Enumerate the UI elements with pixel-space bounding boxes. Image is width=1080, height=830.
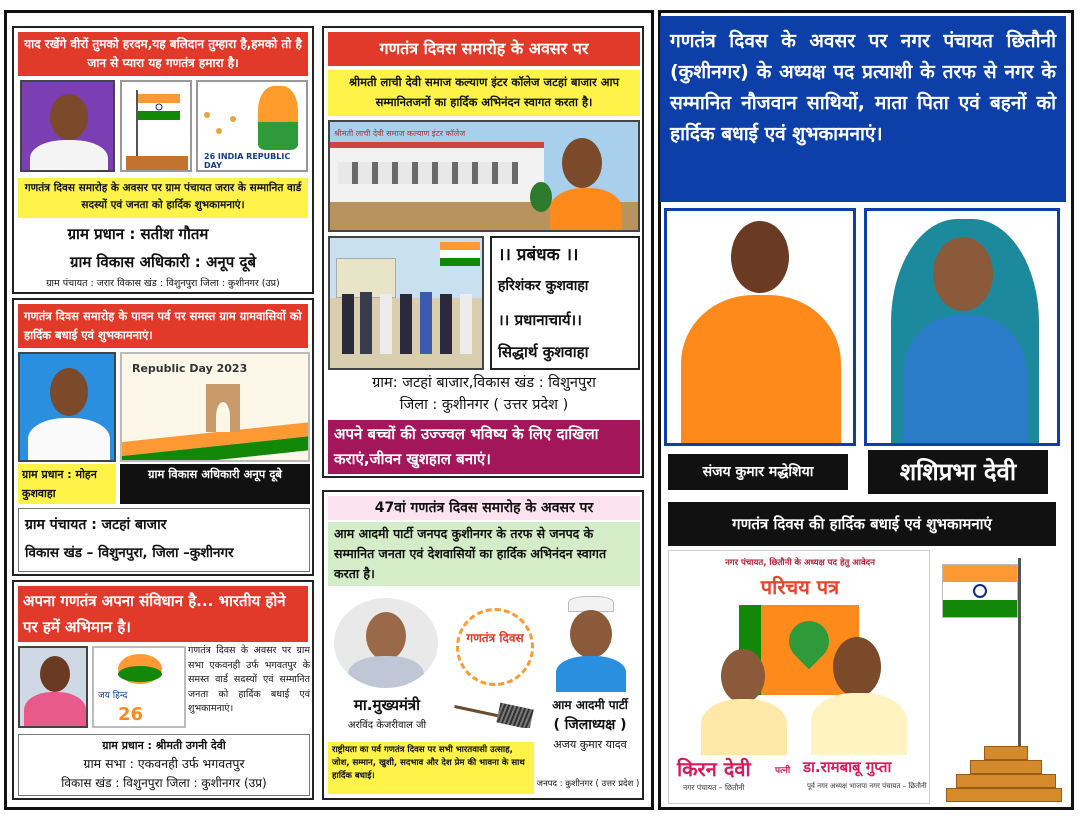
india-flag-icon <box>942 564 1018 618</box>
panel-header: याद रखेंगे वीरों तुमको हरदम,यह बलिदान तुम्हारा है,हमको तो है जान से प्यारा यह गणतंत्र हमारा है। <box>18 32 308 76</box>
panel-jatahan <box>12 298 314 576</box>
panel-jarar <box>12 26 314 294</box>
candidate-male-photo <box>664 208 856 446</box>
panel-header: 47वां गणतंत्र दिवस समारोह के अवसर पर <box>328 496 640 520</box>
college-building-photo <box>328 120 640 232</box>
staff-box <box>490 236 640 370</box>
address-line2: जिला : कुशीनगर ( उत्तर प्रदेश ) <box>399 397 569 413</box>
poster-name1: किरन देवी <box>677 757 751 781</box>
panel-aap <box>322 490 644 800</box>
panel-message: गणतंत्र दिवस के अवसर पर ग्राम सभा एकवनही उर्फ भगवतपुर के समस्त वार्ड सदस्यों एवं सम्मानित जनता को हार्दिक बधाई एवं शुभकामनाएं। <box>188 645 310 714</box>
candidate-poster <box>668 550 930 804</box>
republic-day-banner <box>120 352 310 462</box>
pradhan-photo <box>18 646 88 728</box>
address-line2: विकास खंड – विशुनपुरा, जिला –कुशीनगर <box>25 545 234 561</box>
address-box <box>18 508 310 572</box>
banner-title: Republic Day 2023 <box>132 362 248 375</box>
pradhan-name: ग्राम प्रधान : सतीश गौतम <box>67 225 209 243</box>
officer-label: ग्राम विकास अधिकारी अनूप दूबे <box>120 464 310 504</box>
cm-photo <box>334 598 438 688</box>
panel-message: गणतंत्र दिवस समारोह के अवसर पर ग्राम पंचायत जरार के सम्मानित वार्ड सदस्यों एवं जनता को हार्दिक शुभकामनाएं। <box>18 178 308 218</box>
panel-header: गणतंत्र दिवस समारोह के पावन पर्व पर समस्त ग्राम ग्रामवासियों को हार्दिक बधाई एवं शुभकामनाएं। <box>18 304 308 348</box>
nagar-panchayat-header: गणतंत्र दिवस के अवसर पर नगर पंचायत छितौनी (कुशीनगर) के अध्यक्ष पद प्रत्याशी के तरफ से नगर के सम्मानित नौजवान साथियों, माता पिता एवं बहनों को हार्दिक बधाई एवं शुभकामनाएं। <box>660 16 1066 202</box>
poster-sub2: पूर्व नगर अध्यक्ष भाजपा नगर पंचायत – छितौनी <box>807 782 927 790</box>
poster-sub1: नगर पंचायत – छितौनी <box>683 783 745 792</box>
republic-day-logo: 26 INDIA REPUBLIC DAY <box>204 152 291 170</box>
pradhan-photo <box>20 80 115 172</box>
gantantra-text: गणतंत्र दिवस <box>466 631 524 645</box>
poster-title: परिचय पत्र <box>760 575 840 599</box>
poster-top-text: नगर पंचायत, छितौनी के अध्यक्ष पद हेतु आवेदन <box>725 558 875 568</box>
manager-title: ।। प्रबंधक ।। <box>498 245 579 265</box>
district-president-photo <box>546 596 636 692</box>
poster-name2: डा.रामबाबू गुप्ता <box>803 758 892 776</box>
party-label: आम आदमी पार्टी <box>552 698 628 712</box>
candidate-female-name: शशिप्रभा देवी <box>868 450 1048 494</box>
jai-hind-logo: जय हिन्द 26 <box>92 646 186 728</box>
panel-subheader: श्रीमती लाची देवी समाज कल्याण इंटर कॉलेज जटहां बाजार आप सम्मानितजनों का हार्दिक अभिनंदन स्वागत करता है। <box>328 70 640 116</box>
students-parade-photo <box>328 236 484 370</box>
republic-day-art <box>196 80 308 172</box>
block-name: विकास खंड : विशुनपुरा जिला : कुशीनगर (उप्र) <box>61 776 267 790</box>
college-address <box>328 372 640 418</box>
district-name: अजय कुमार यादव <box>553 738 627 751</box>
sabha-name: ग्राम सभा : एकवनही उर्फ भगवतपुर <box>83 756 245 771</box>
address-line: ग्राम पंचायत : जरार विकास खंड : विशुनपुरा जिला : कुशीनगर (उप्र) <box>46 278 280 289</box>
panel-ekvanhi <box>12 580 314 800</box>
poster-wife: पत्नी <box>775 766 791 776</box>
panel-header: गणतंत्र दिवस समारोह के अवसर पर <box>328 32 640 66</box>
flag-pillar-image <box>120 80 192 172</box>
broom-icon <box>454 698 534 728</box>
greeting-banner: गणतंत्र दिवस की हार्दिक बधाई एवं शुभकामनाएं <box>668 502 1056 546</box>
pradhan-box <box>18 734 310 796</box>
pradhan-name: ग्राम प्रधान : श्रीमती उगनी देवी <box>102 739 226 752</box>
admission-banner: अपने बच्चों की उज्ज्वल भविष्य के लिए दाखिला कराएं,जीवन खुशहाल बनाएं। <box>328 420 640 474</box>
cm-title: मा.मुख्यमंत्री <box>353 696 421 714</box>
cm-name: अरविंद केजरीवाल जी <box>347 720 427 731</box>
address-line1: ग्राम: जटहां बाजार,विकास खंड : विशुनपुरा <box>372 375 596 391</box>
jai-hind-text: जय हिन्द <box>98 691 128 701</box>
college-sign: श्रीमती लाची देवी समाज कल्याण इंटर कॉलेज <box>334 129 466 138</box>
candidate-male-name: संजय कुमार मद्धेशिया <box>668 454 848 490</box>
officer-name: ग्राम विकास अधिकारी : अनूप दूबे <box>69 253 257 271</box>
panel-message: आम आदमी पार्टी जनपद कुशीनगर के तरफ से जनपद के सम्मानित जनता एवं देशवासियों का हार्दिक अभिनंदन स्वागत करता है। <box>328 522 640 586</box>
district-role: ( जिलाध्यक्ष ) <box>553 717 627 733</box>
footer-address: जनपद : कुशीनगर ( उत्तर प्रदेश ) <box>536 779 640 789</box>
pradhan-label: ग्राम प्रधान : मोहन कुशवाहा <box>18 464 116 504</box>
flag-monument-image <box>934 550 1064 804</box>
manager-name: हरिशंकर कुशवाहा <box>498 278 589 294</box>
footer-message: राष्ट्रीयता का पर्व गणतंत्र दिवस पर सभी भारतवासी उत्साह, जोश, सम्मान, खुशी, सदभाव और देश प्रेम की भावना के साथ हार्दिक बधाई। <box>328 742 534 794</box>
gantantra-logo <box>448 602 542 692</box>
candidate-female-photo <box>864 208 1060 446</box>
address-line1: ग्राम पंचायत : जटहां बाजार <box>25 517 167 533</box>
panel-header: अपना गणतंत्र अपना संविधान है... भारतीय होने पर हमें अभिमान है। <box>18 586 308 642</box>
pradhan-photo <box>18 352 116 462</box>
principal-title: ।। प्रधानाचार्य।। <box>498 311 582 329</box>
principal-name: सिद्धार्थ कुशवाहा <box>498 343 589 361</box>
india-flag-icon <box>138 94 180 120</box>
panel-college <box>322 26 644 478</box>
